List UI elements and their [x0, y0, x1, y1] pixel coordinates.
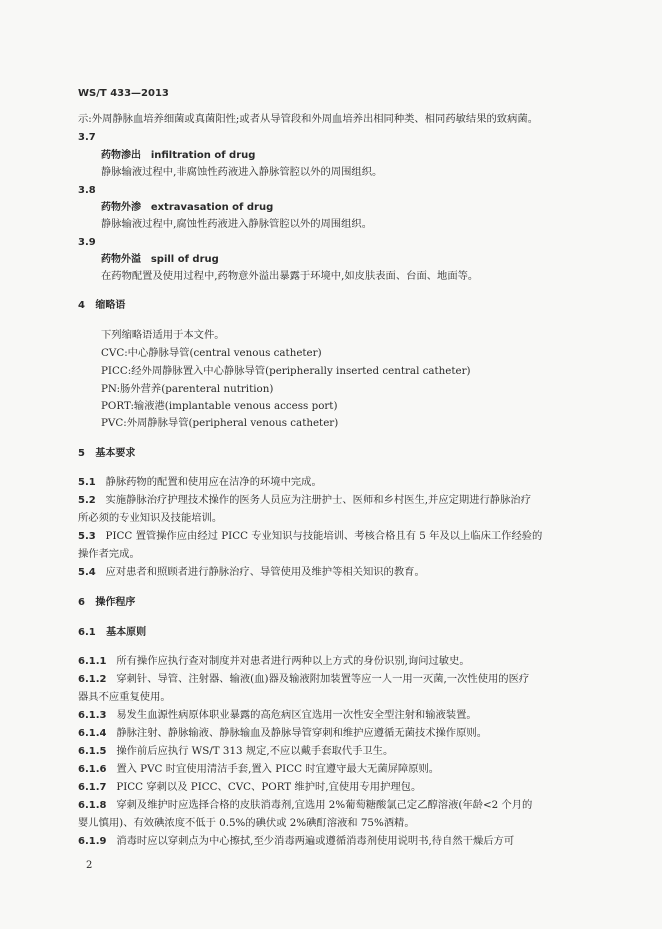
section-6-number: 6: [78, 597, 85, 608]
term-cn: 药物渗出: [101, 150, 141, 161]
clause-6-1-1: [78, 655, 470, 668]
abbreviation-item: PICC:经外周静脉置入中心静脉导管(peripherally inserted central catheter): [101, 365, 471, 377]
clause-3-7-definition: 静脉输液过程中,非腐蚀性药液进入静脉管腔以外的周围组织。: [101, 166, 383, 178]
clause-text: PICC 置管操作应由经过 PICC 专业知识与技能培训、考核合格且有 5 年及以上临床工作经验的: [105, 530, 543, 542]
clause-text: 静脉药物的配置和使用应在洁净的环境中完成。: [105, 476, 322, 488]
abbreviation-item: CVC:中心静脉导管(central venous catheter): [101, 347, 322, 359]
page-number: 2: [86, 860, 93, 871]
clause-5-3: [78, 530, 542, 543]
clause-6-1-6: [78, 763, 439, 776]
clause-number: 5.4: [78, 567, 96, 578]
abbreviation-item: PN:肠外营养(parenteral nutrition): [101, 383, 274, 395]
clause-5-4: [78, 566, 425, 579]
section-6-heading: [78, 596, 135, 609]
clause-6-1-7: [78, 781, 421, 794]
clause-text: 所有操作应执行查对制度并对患者进行两种以上方式的身份识别,询问过敏史。: [116, 655, 470, 667]
clause-number: 5.2: [78, 495, 96, 506]
clause-5-3-cont: 操作者完成。: [78, 548, 140, 560]
clause-number: 6.1.6: [78, 764, 107, 775]
standard-code: WS/T 433—2013: [78, 88, 169, 99]
subsection-6-1-title: 基本原则: [106, 627, 147, 638]
clause-text: 穿刺针、导管、注射器、输液(血)器及输液附加装置等应一人一用一灭菌,一次性使用的医疗: [116, 673, 530, 685]
section-4-title: 缩略语: [95, 300, 126, 311]
clause-6-1-8-cont: 婴儿慎用)、有效碘浓度不低于 0.5%的碘伏或 2%碘酊溶液和 75%酒精。: [78, 817, 415, 829]
clause-number: 6.1.5: [78, 746, 107, 757]
clause-6-1-9: [78, 835, 514, 848]
clause-number: 6.1.9: [78, 836, 107, 847]
clause-3-8-term: [101, 201, 273, 214]
clause-5-1: [78, 476, 322, 489]
section-5-heading: [78, 447, 135, 460]
clause-3-7-term: [101, 149, 255, 162]
clause-text: 穿刺及维护时应选择合格的皮肤消毒剂,宜选用 2%葡萄糖酸氯己定乙醇溶液(年龄<2 个月的: [116, 799, 533, 811]
clause-number: 6.1.1: [78, 656, 107, 667]
clause-text: 消毒时应以穿刺点为中心擦拭,至少消毒两遍或遵循消毒剂使用说明书,待自然干燥后方可: [116, 835, 515, 847]
clause-6-1-2-cont: 器具不应重复使用。: [78, 691, 171, 703]
section-4-heading: [78, 299, 125, 312]
clause-3-8-definition: 静脉输液过程中,腐蚀性药液进入静脉管腔以外的周围组织。: [101, 218, 372, 230]
paragraph-3-6-continuation: 示:外周静脉血培养细菌或真菌阳性;或者从导管段和外周血培养出相同种类、相同药敏结果的致病菌。: [78, 113, 538, 125]
clause-number: 6.1.2: [78, 674, 107, 685]
clause-6-1-5: [78, 745, 393, 758]
section-4-intro: 下列缩略语适用于本文件。: [101, 329, 225, 341]
clause-number: 5.3: [78, 531, 96, 542]
clause-text: 置入 PVC 时宜使用清洁手套,置入 PICC 时宜遵守最大无菌屏障原则。: [116, 763, 440, 775]
term-en: spill of drug: [150, 254, 219, 265]
clause-number: 6.1.4: [78, 728, 107, 739]
abbreviation-item: PVC:外周静脉导管(peripheral venous catheter): [101, 417, 339, 429]
clause-text: 实施静脉治疗护理技术操作的医务人员应为注册护士、医师和乡村医生,并应定期进行静脉治疗: [105, 494, 531, 506]
section-4-number: 4: [78, 300, 85, 311]
clause-6-1-8: [78, 799, 532, 812]
clause-text: PICC 穿刺以及 PICC、CVC、PORT 维护时,宜使用专用护理包。: [116, 781, 422, 793]
term-cn: 药物外溢: [101, 254, 141, 265]
clause-3-9-term: [101, 253, 219, 266]
clause-number: 6.1.7: [78, 782, 107, 793]
term-en: extravasation of drug: [150, 202, 274, 213]
term-en: infiltration of drug: [150, 150, 256, 161]
section-5-number: 5: [78, 448, 85, 459]
clause-6-1-2: [78, 673, 529, 686]
clause-text: 静脉注射、静脉输液、静脉输血及静脉导管穿刺和维护应遵循无菌技术操作原则。: [116, 727, 487, 739]
clause-6-1-4: [78, 727, 487, 740]
abbreviation-item: PORT:输液港(implantable venous access port): [101, 400, 338, 412]
subsection-6-1-number: 6.1: [78, 627, 96, 638]
clause-number: 6.1.8: [78, 800, 107, 811]
clause-3-9-number: 3.9: [78, 237, 96, 248]
clause-5-2-cont: 所必须的专业知识及技能培训。: [78, 512, 223, 524]
clause-3-8-number: 3.8: [78, 185, 96, 196]
clause-text: 操作前后应执行 WS/T 313 规定,不应以戴手套取代手卫生。: [116, 745, 394, 757]
section-5-title: 基本要求: [95, 448, 136, 459]
clause-6-1-3: [78, 709, 477, 722]
clause-text: 应对患者和照顾者进行静脉治疗、导管使用及维护等相关知识的教育。: [105, 566, 425, 578]
term-cn: 药物外渗: [101, 202, 141, 213]
subsection-6-1-heading: [78, 626, 146, 639]
clause-text: 易发生血源性病原体职业暴露的高危病区宜选用一次性安全型注射和输液装置。: [116, 709, 477, 721]
clause-5-2: [78, 494, 531, 507]
clause-number: 6.1.3: [78, 710, 107, 721]
clause-number: 5.1: [78, 477, 96, 488]
section-6-title: 操作程序: [95, 597, 136, 608]
clause-3-7-number: 3.7: [78, 132, 96, 143]
clause-3-9-definition: 在药物配置及使用过程中,药物意外溢出暴露于环境中,如皮肤表面、台面、地面等。: [101, 270, 479, 282]
